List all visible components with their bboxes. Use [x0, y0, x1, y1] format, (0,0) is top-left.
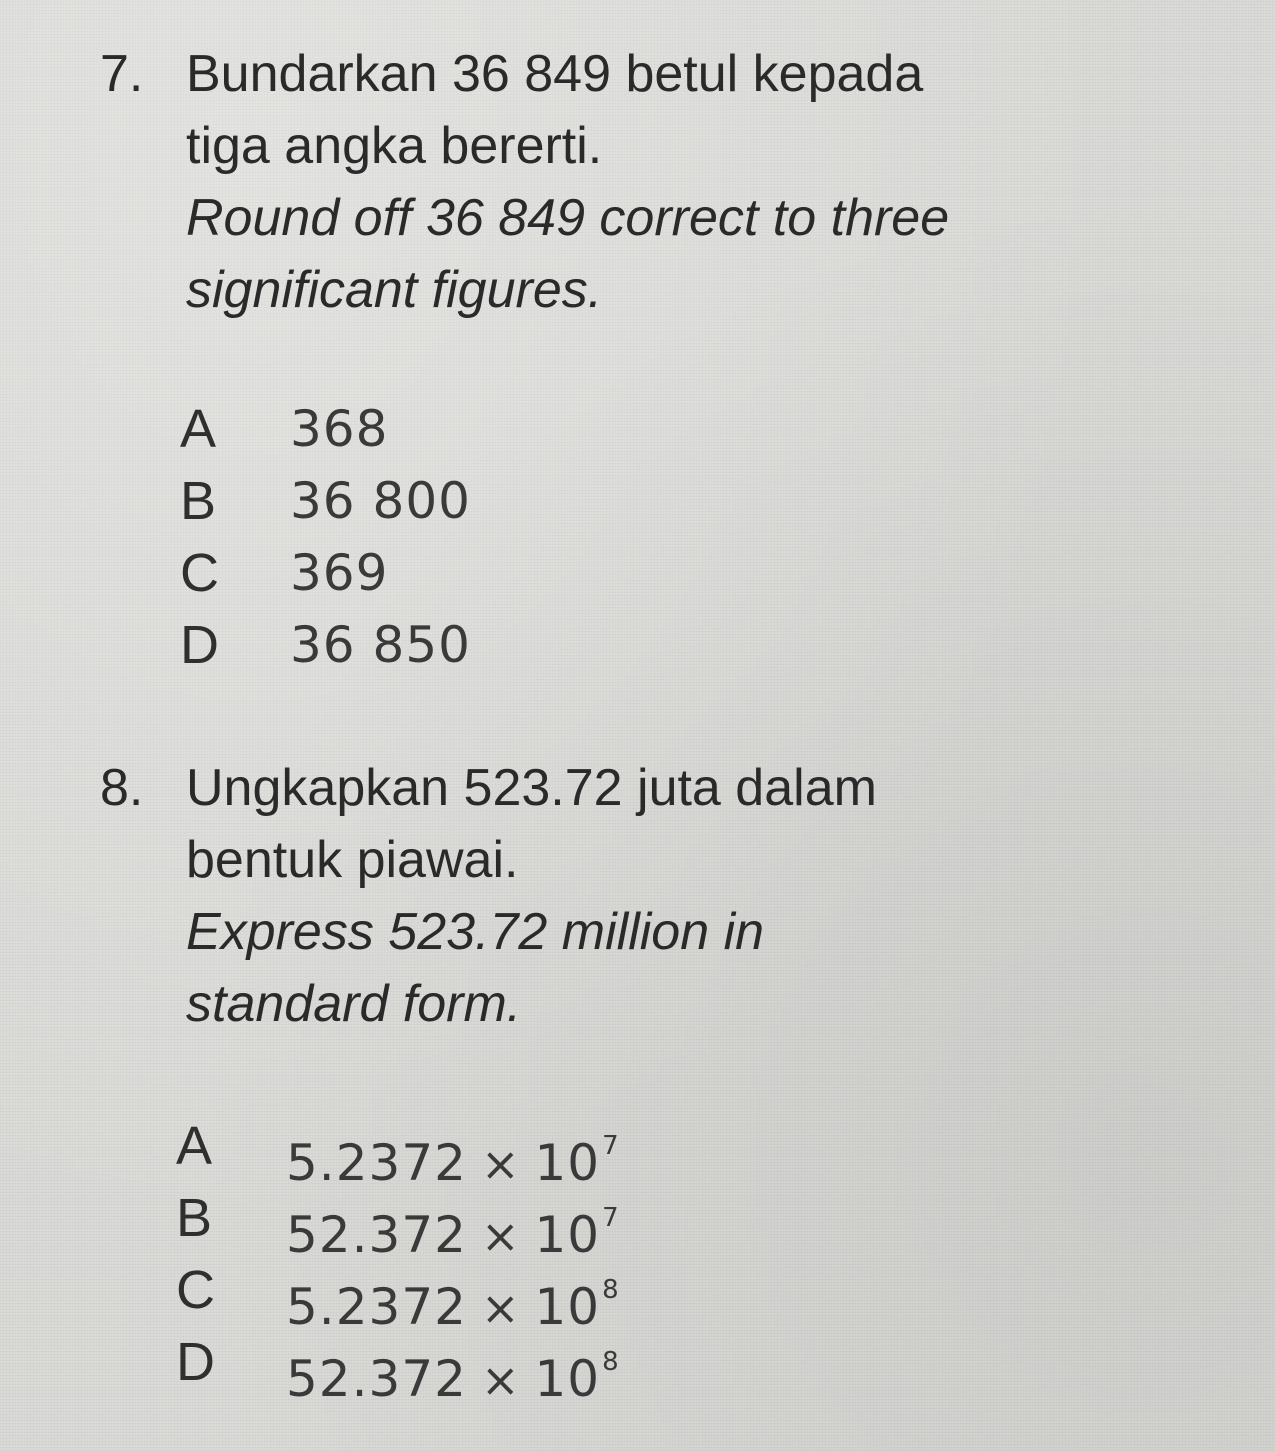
option-value: 368 — [290, 400, 389, 458]
option-letter: A — [176, 1116, 213, 1176]
mantissa: 5.2372 — [286, 1278, 467, 1336]
times-sign: × — [480, 1209, 521, 1263]
option-b[interactable] — [176, 1182, 776, 1264]
option-a[interactable] — [176, 1110, 776, 1192]
option-letter: D — [180, 615, 219, 675]
option-letter: D — [176, 1332, 215, 1392]
option-value: 36 850 — [290, 616, 471, 674]
option-letter: C — [180, 543, 219, 603]
question-text — [186, 38, 1206, 326]
option-letter: B — [176, 1188, 213, 1248]
question-text-malay-line-1: Ungkapkan 523.72 juta dalam — [186, 759, 877, 817]
exponent: 8 — [602, 1347, 620, 1377]
option-d[interactable] — [176, 1326, 776, 1408]
option-value: 369 — [290, 544, 389, 602]
question-number: 7. — [100, 45, 144, 103]
option-letter: C — [176, 1260, 215, 1320]
base: 10 — [534, 1134, 601, 1192]
base: 10 — [534, 1206, 601, 1264]
question-text-malay-line-2: tiga angka bererti. — [186, 117, 603, 175]
times-sign: × — [480, 1281, 521, 1335]
answer-options-q8 — [176, 1110, 776, 1408]
option-a[interactable] — [180, 393, 780, 465]
question-text-english-line-2: significant figures. — [186, 261, 603, 319]
option-value — [286, 1326, 620, 1416]
mantissa: 5.2372 — [286, 1134, 467, 1192]
option-value: 36 800 — [290, 472, 471, 530]
answer-options-q7 — [180, 393, 780, 681]
question-text-malay-line-2: bentuk piawai. — [186, 831, 519, 889]
exponent: 7 — [602, 1203, 620, 1233]
question-text — [186, 752, 1206, 1040]
question-text-english-line-1: Round off 36 849 correct to three — [186, 189, 950, 247]
exponent: 8 — [602, 1275, 620, 1305]
mantissa: 52.372 — [286, 1206, 467, 1264]
base: 10 — [534, 1278, 601, 1336]
question-text-malay-line-1: Bundarkan 36 849 betul kepada — [186, 45, 924, 103]
option-c[interactable] — [176, 1254, 776, 1336]
base: 10 — [534, 1350, 601, 1408]
question-text-english-line-1: Express 523.72 million in — [186, 903, 765, 961]
exponent: 7 — [602, 1131, 620, 1161]
question-number: 8. — [100, 759, 144, 817]
mantissa: 52.372 — [286, 1350, 467, 1408]
option-d[interactable] — [180, 609, 780, 681]
option-letter: B — [180, 471, 217, 531]
option-b[interactable] — [180, 465, 780, 537]
option-c[interactable] — [180, 537, 780, 609]
times-sign: × — [480, 1353, 521, 1407]
times-sign: × — [480, 1137, 521, 1191]
option-letter: A — [180, 399, 217, 459]
question-text-english-line-2: standard form. — [186, 975, 522, 1033]
